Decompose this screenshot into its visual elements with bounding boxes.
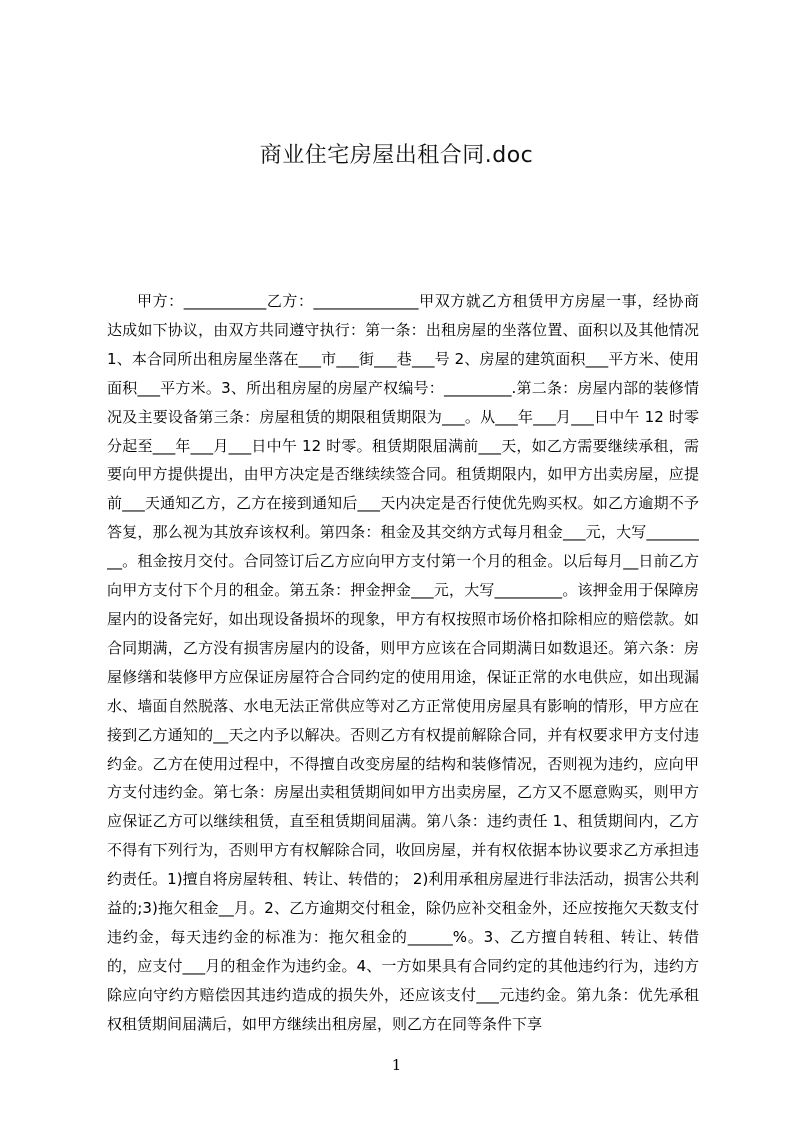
contract-body-text: 甲方：___________乙方：______________甲双方就乙方租赁甲方房屋一事，经协商达成如下协议，由双方共同遵守执行：第一条：出租房屋的坐落位置、面积以及其他情况 1、本合同所出租房屋坐落在___市___街___巷___号 2、房屋的建筑面积___平方米、使用面积___平方米。3、所出租房屋的房屋产权编号：_________.第二条：房屋内部的装修情况及主要设备第三条：房屋租赁的期限租赁期限为___。从___年___月___日中午 12 时零分起至___年___月___日中午 12 时零。租赁期限届满前___天，如乙方需要继续承租，需要向甲方提供提出，由甲方决定是否继续续签合同。租赁期限内，如甲方出卖房屋，应提前___天通知乙方，乙方在接到通知后___天内决定是否行使优先购买权。如乙方逾期不予答复，那么视为其放弃该权利。第四条：租金及其交纳方式每月租金___元，大写_________。租金按月交付。合同签订后乙方应向甲方支付第一个月的租金。以后每月__日前乙方向甲方支付下个月的租金。第五条：押金押金___元，大写_________。该押金用于保障房屋内的设备完好，如出现设备损坏的现象，甲方有权按照市场价格扣除相应的赔偿款。如合同期满，乙方没有损害房屋内的设备，则甲方应该在合同期满日如数退还。第六条：房屋修缮和装修甲方应保证房屋符合合同约定的使用用途，保证正常的水电供应，如出现漏水、墙面自然脱落、水电无法正常供应等对乙方正常使用房屋具有影响的情形，甲方应在接到乙方通知的__天之内予以解决。否则乙方有权提前解除合同，并有权要求甲方支付违约金。乙方在使用过程中，不得擅自改变房屋的结构和装修情况，否则视为违约，应向甲方支付违约金。第七条：房屋出卖租赁期间如甲方出卖房屋，乙方又不愿意购买，则甲方应保证乙方可以继续租赁，直至租赁期间届满。第八条：违约责任 1、租赁期间内，乙方不得有下列行为，否则甲方有权解除合同，收回房屋，并有权依据本协议要求乙方承担违约责任。1)擅自将房屋转租、转让、转借的； 2)利用承租房屋进行非法活动，损害公共利益的;3)拖欠租金__月。2、乙方逾期交付租金，除仍应补交租金外，还应按拖欠天数支付违约金，每天违约金的标准为：拖欠租金的______%。3、乙方擅自转租、转让、转借的，应支付___月的租金作为违约金。4、一方如果具有合同约定的其他违约行为，违约方除应向守约方赔偿因其违约造成的损失外，还应该支付___元违约金。第九条：优先承租权租赁期间届满后，如甲方继续出租房屋，则乙方在同等条件下享 bbox=[107, 292, 699, 1033]
document-title: 商业住宅房屋出租合同.doc bbox=[259, 143, 534, 168]
page-number: 1 bbox=[391, 1056, 402, 1074]
